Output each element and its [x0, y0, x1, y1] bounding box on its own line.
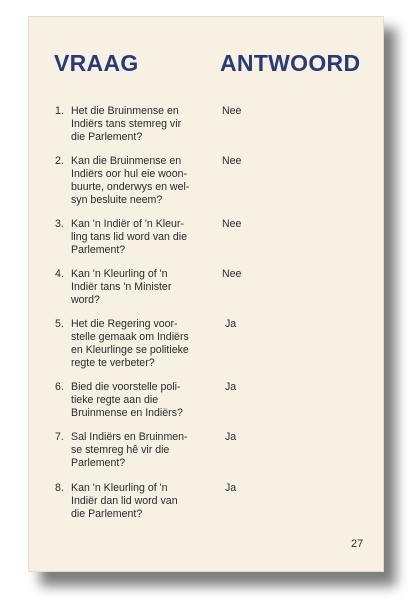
question-line: Kan die Bruinmense en — [71, 155, 182, 167]
question-line: Indiër tans 'n Minister — [71, 281, 172, 293]
question-line: stelle gemaak om Indiërs — [71, 331, 189, 343]
question-line: syn besluite neem? — [71, 194, 163, 206]
question-line: Sal Indiërs en Bruinmen- — [71, 431, 188, 443]
question-line: Kan 'n Kleurling of 'n — [71, 482, 168, 494]
page-number: 27 — [351, 538, 364, 550]
question-number: 2. — [55, 155, 64, 167]
question-line: Kan 'n Indiër of 'n Kleur- — [71, 218, 184, 230]
book-page — [28, 16, 384, 572]
answer-text: Ja — [225, 431, 237, 443]
answer-text: Ja — [225, 482, 237, 494]
question-line: Indiër dan lid word van — [71, 495, 178, 507]
question-line: buurte, onderwys en wel- — [71, 181, 190, 193]
question-number: 4. — [55, 268, 64, 280]
question-number: 5. — [55, 318, 64, 330]
question-line: se stemreg hê vir die — [71, 444, 170, 456]
question-line: en Kleurlinge se politieke — [71, 344, 189, 356]
heading-antwoord: ANTWOORD — [220, 50, 361, 76]
question-number: 1. — [55, 105, 64, 117]
answer-text: Nee — [222, 155, 242, 167]
question-line: regte te verbeter? — [71, 357, 155, 369]
question-line: Parlement? — [71, 244, 126, 256]
question-line: Indiërs oor hul eie woon- — [71, 168, 188, 180]
heading-vraag: VRAAG — [54, 50, 139, 76]
answer-text: Ja — [225, 318, 237, 330]
question-text — [71, 155, 211, 207]
question-line: Kan 'n Kleurling of 'n — [71, 268, 168, 280]
question-text — [71, 431, 211, 470]
question-text — [71, 105, 211, 144]
question-line: Het die Regering voor- — [71, 318, 178, 330]
question-line: word? — [71, 294, 100, 306]
question-text — [71, 381, 211, 420]
answer-text: Nee — [222, 218, 242, 230]
question-number: 3. — [55, 218, 64, 230]
question-line: die Parlement? — [71, 508, 143, 520]
answer-text: Ja — [225, 381, 237, 393]
question-number: 6. — [55, 381, 64, 393]
answer-text: Nee — [222, 268, 242, 280]
question-line: Bied die voorstelle poli- — [71, 381, 181, 393]
question-line: tieke regte aan die — [71, 394, 159, 406]
question-line: die Parlement? — [71, 131, 143, 143]
question-number: 8. — [55, 482, 64, 494]
question-number: 7. — [55, 431, 64, 443]
question-line: Parlement? — [71, 457, 126, 469]
question-line: Het die Bruinmense en — [71, 105, 179, 117]
answer-text: Nee — [222, 105, 242, 117]
question-line: ling tans lid word van die — [71, 231, 188, 243]
question-text — [71, 218, 211, 257]
question-text — [71, 482, 211, 521]
question-line: Bruinmense en Indiërs? — [71, 407, 183, 419]
question-text — [71, 268, 211, 307]
question-line: Indiërs tans stemreg vir — [71, 118, 182, 130]
question-text — [71, 318, 211, 370]
